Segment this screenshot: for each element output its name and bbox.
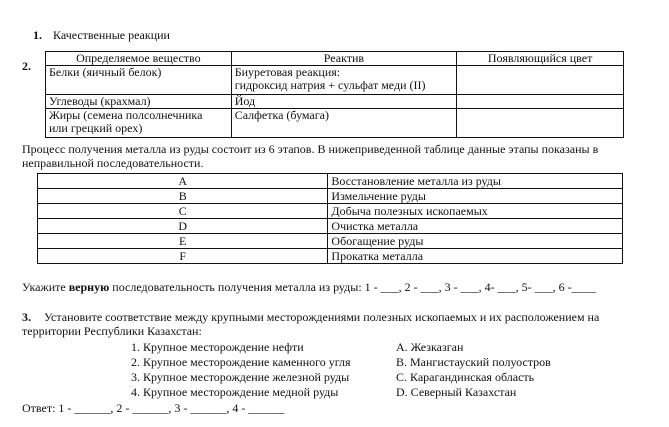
stage-letter: D	[38, 219, 328, 234]
table-row	[38, 189, 623, 204]
header-reagent: Реактив	[231, 52, 457, 66]
list-item: A. Жезказган	[396, 340, 464, 354]
locations-list	[396, 340, 551, 400]
stage-letter: C	[38, 204, 328, 219]
list-item: 1. Крупное месторождение нефти	[131, 340, 304, 354]
list-item: B. Мангистауский полуостров	[396, 355, 551, 369]
table-row	[38, 234, 623, 249]
row-substance-line2: или грецкий орех)	[49, 121, 143, 135]
qualitative-reactions-table	[45, 51, 624, 138]
section-3-text-line2: территории Республики Казахстан:	[22, 324, 202, 338]
row-reagent: Салфетка (бумага)	[234, 108, 329, 122]
row-substance-line1: Жиры (семена полсолнечника	[49, 108, 203, 122]
table-row	[38, 219, 623, 234]
table-row	[46, 66, 624, 95]
table-row	[38, 204, 623, 219]
row-substance: Белки (яичный белок)	[49, 65, 162, 79]
list-item: 4. Крупное месторождение медной руды	[131, 385, 339, 399]
row-reagent: Йод	[234, 94, 256, 108]
header-substance: Определяемое вещество	[46, 52, 232, 66]
stage-name: Добыча полезных ископаемых	[328, 204, 623, 219]
deposits-list	[131, 340, 351, 400]
stage-name: Очистка металла	[328, 219, 623, 234]
answer-prefix: Укажите	[22, 280, 69, 294]
list-item: C. Карагандинская область	[396, 370, 535, 384]
stage-letter: F	[38, 249, 328, 264]
process-text-line1: Процесс получения металла из руды состоит из 6 этапов. В нижеприведенной таблице данные этапы показаны в	[22, 142, 599, 156]
stage-letter: B	[38, 189, 328, 204]
stage-name: Измельчение руды	[328, 189, 623, 204]
stage-name: Прокатка металла	[328, 249, 623, 264]
row-reagent-line1: Биуретовая реакция:	[234, 65, 341, 79]
sequence-answer-line[interactable]	[22, 280, 596, 294]
answer-suffix: последовательность получения металла из руды: 1 - ___, 2 - ___, 3 - ___, 4- ___, 5- ___, 6 -____	[109, 280, 596, 294]
row-color-cell[interactable]	[457, 109, 624, 138]
list-item: D. Северный Казахстан	[396, 385, 517, 399]
answer-bold-word: верную	[68, 280, 110, 294]
matching-answer-line[interactable]: Ответ: 1 - ______, 2 - ______, 3 - ______, 4 - ______	[22, 401, 285, 415]
stage-name: Восстановление металла из руды	[328, 174, 623, 189]
row-color-cell[interactable]	[457, 95, 624, 109]
section-1-title: Качественные реакции	[53, 28, 170, 42]
stage-letter: E	[38, 234, 328, 249]
stage-letter: A	[38, 174, 328, 189]
table-header-row	[46, 52, 624, 66]
table-row	[46, 95, 624, 109]
section-3-text-line1: Установите соответствие между крупными месторождениями полезных ископаемых и их расположением на	[44, 310, 600, 324]
table-row	[46, 109, 624, 138]
list-item: 3. Крупное месторождение железной руды	[131, 370, 350, 384]
header-color: Появляющийся цвет	[457, 52, 624, 66]
cropped-heading-fragment	[250, 0, 420, 3]
row-color-cell[interactable]	[457, 66, 624, 95]
list-item: 2. Крупное месторождение каменного угля	[131, 355, 351, 369]
table-row	[38, 174, 623, 189]
section-3-number: 3.	[22, 310, 31, 324]
row-substance: Углеводы (крахмал)	[49, 94, 151, 108]
row-reagent-line2: гидроксид натрия + сульфат меди (II)	[234, 78, 426, 92]
stages-table	[37, 173, 623, 264]
process-text-line2: неправильной последовательности.	[22, 156, 204, 170]
stage-name: Обогащение руды	[328, 234, 623, 249]
table-row	[38, 249, 623, 264]
section-1-number: 1.	[33, 28, 42, 42]
section-2-number: 2.	[22, 59, 31, 73]
